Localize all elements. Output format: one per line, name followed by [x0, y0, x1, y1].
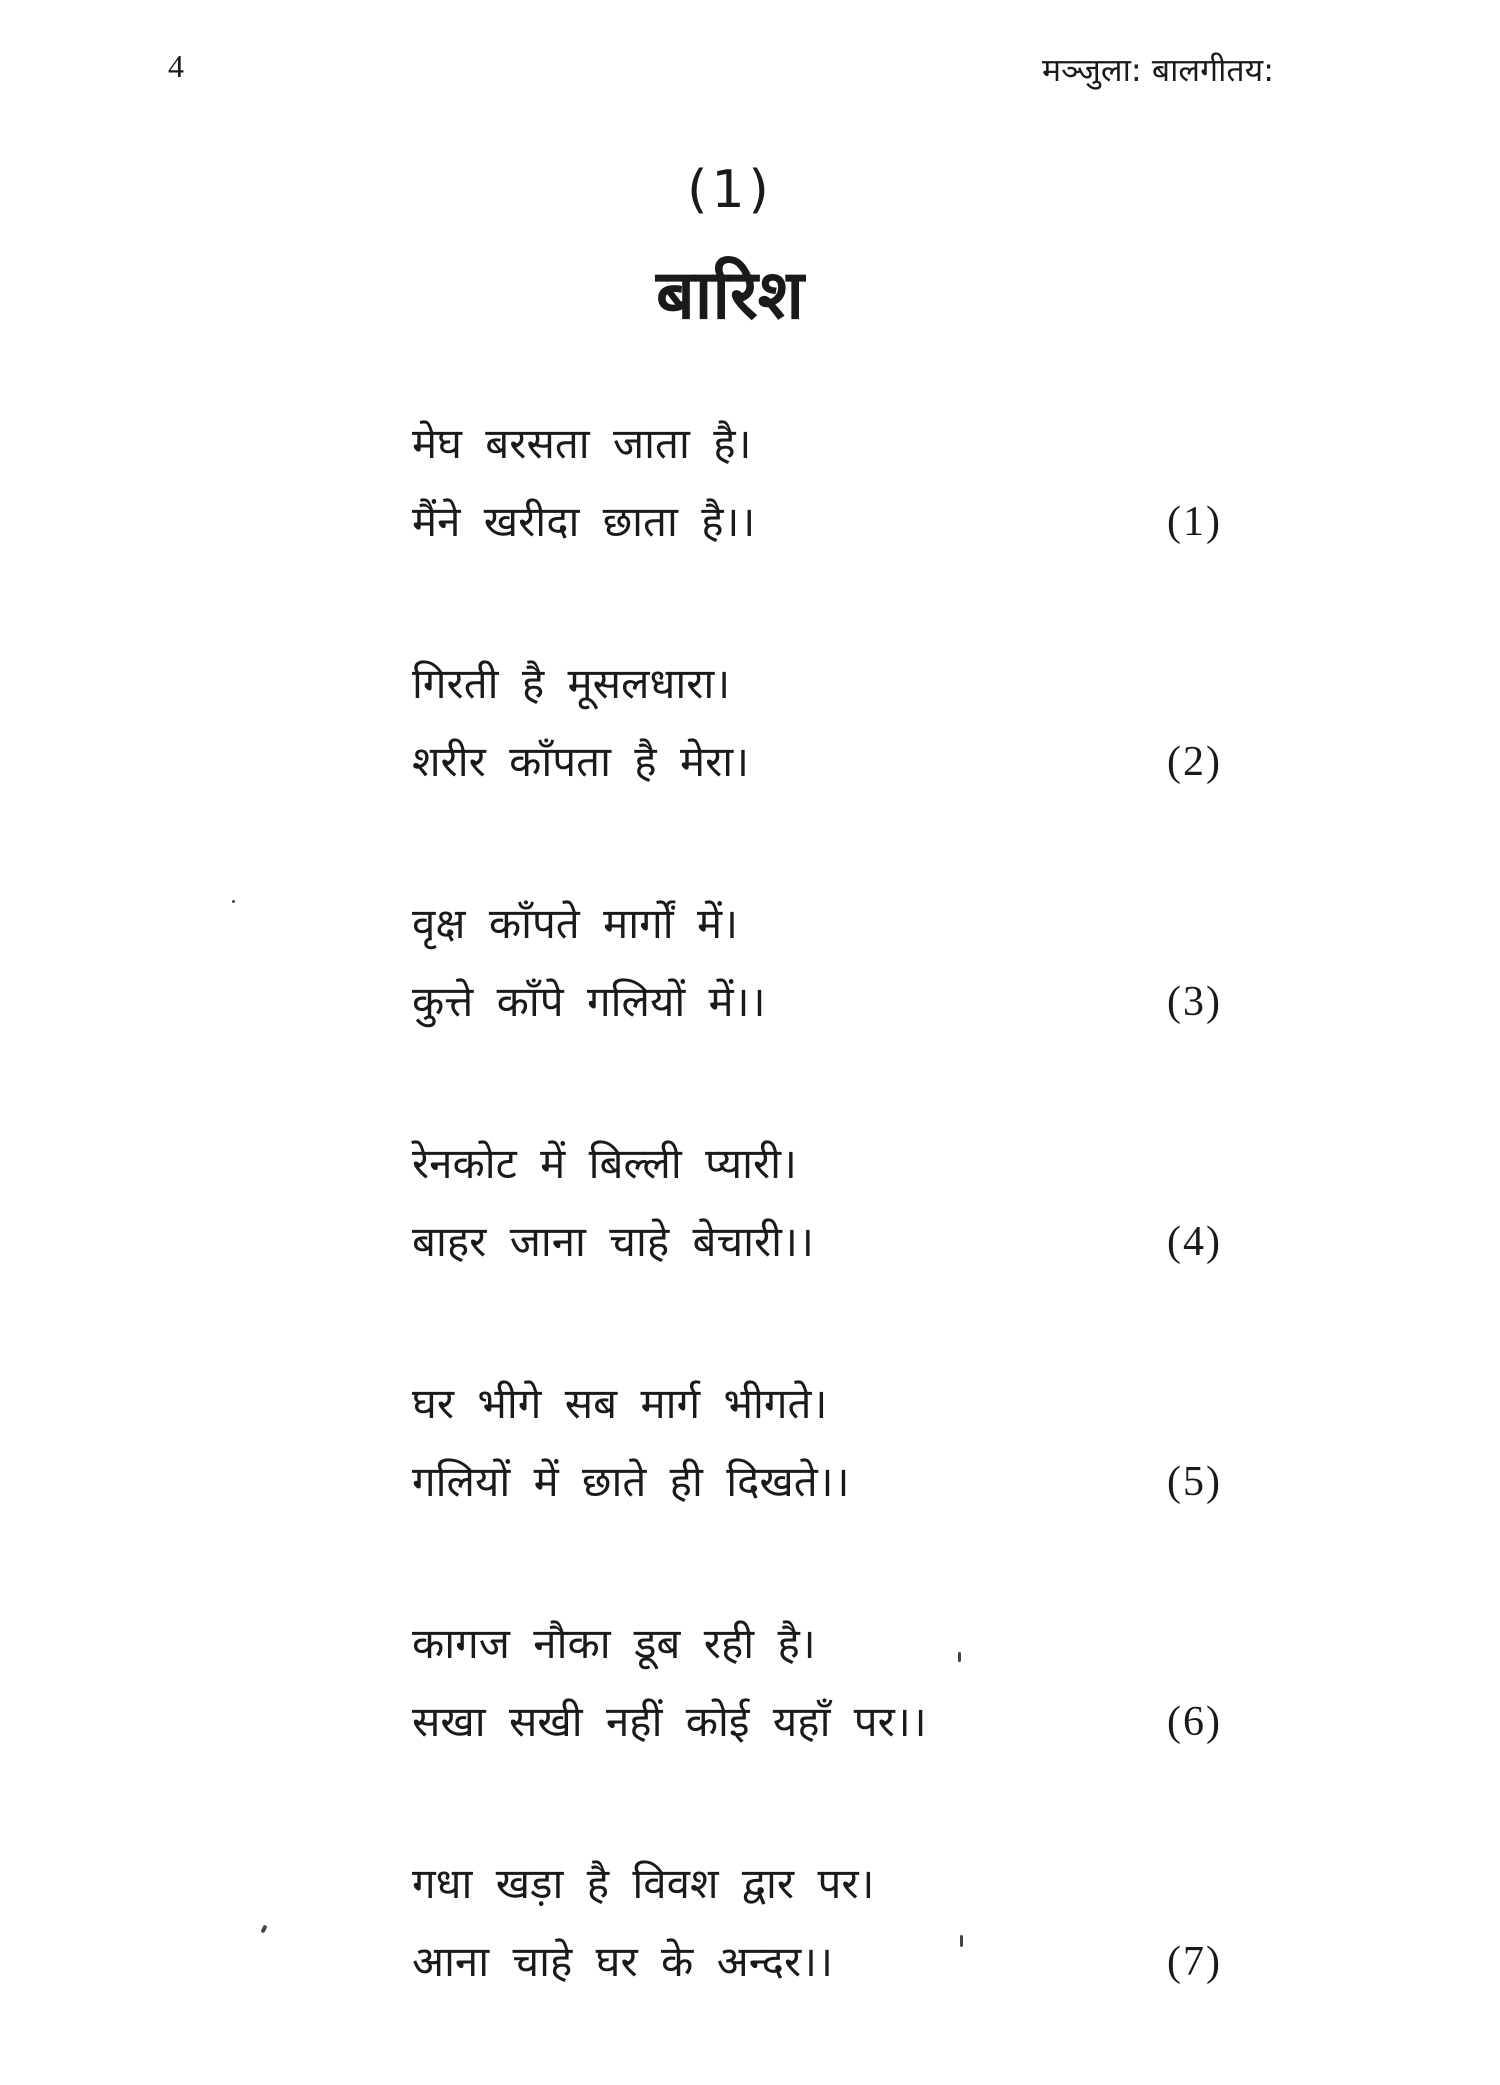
verse-line: वृक्ष काँपते मार्गों में।	[412, 899, 739, 948]
verse-line: शरीर काँपता है मेरा।	[412, 737, 750, 786]
verse-line: घर भीगे सब मार्ग भीगते।	[412, 1379, 828, 1428]
verse-line: गलियों में छाते ही दिखते।।	[412, 1457, 850, 1506]
verse-line: आना चाहे घर के अन्दर।।	[412, 1937, 834, 1986]
stanza	[412, 1365, 1222, 1605]
stanza	[412, 1845, 1222, 2085]
stanza-number: (1)	[1167, 499, 1222, 545]
verse-line: मेघ बरसता जाता है।	[412, 419, 752, 468]
stanza-number: (3)	[1167, 979, 1222, 1025]
verse-line: मैंने खरीदा छाता है।।	[412, 497, 756, 546]
poem-body	[412, 405, 1222, 2085]
page-number: 4	[168, 48, 184, 84]
verse-line: गधा खड़ा है विवश द्वार पर।	[412, 1859, 875, 1908]
stanza-number: (6)	[1167, 1699, 1222, 1745]
verse-line: रेनकोट में बिल्ली प्यारी।	[412, 1139, 797, 1188]
stanza-number: (4)	[1167, 1219, 1222, 1265]
verse-line: कुत्ते काँपे गलियों में।।	[412, 977, 766, 1026]
stanza-number: (7)	[1167, 1939, 1222, 1985]
verse-line: सखा सखी नहीं कोई यहाँ पर।।	[412, 1697, 927, 1746]
verse-line: गिरती है मूसलधारा।	[412, 659, 731, 708]
stanza	[412, 885, 1222, 1125]
stanza-number: (5)	[1167, 1459, 1222, 1505]
poem-title: बारिश	[655, 256, 805, 335]
scan-speck	[958, 1652, 961, 1662]
stanza-number: (2)	[1167, 739, 1222, 785]
poem-number: (1)	[687, 160, 773, 220]
stanza	[412, 405, 1222, 645]
running-header: मञ्जुला: बालगीतय:	[1042, 51, 1274, 89]
stanza	[412, 1125, 1222, 1365]
verse-line: कागज नौका डूब रही है।	[412, 1619, 816, 1668]
stanza	[412, 645, 1222, 885]
stanza	[412, 1605, 1222, 1845]
scan-speck	[260, 1925, 267, 1934]
scan-speck	[960, 1935, 963, 1947]
scan-speck	[232, 900, 235, 903]
verse-line: बाहर जाना चाहे बेचारी।।	[412, 1217, 814, 1266]
